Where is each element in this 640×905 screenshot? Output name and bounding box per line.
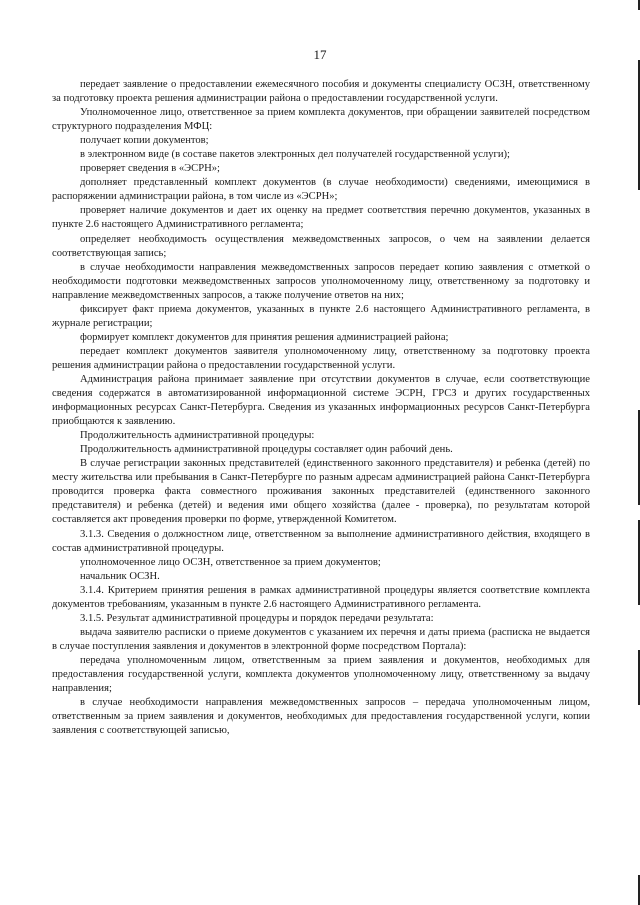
paragraph: передает комплект документов заявителя уполномоченному лицу, ответственному за подготовку проекта решения администрации района о предоставлении государственной услуги. (52, 345, 590, 371)
paragraph: в случае необходимости направления межведомственных запросов – передача уполномоченным лицом, ответственным за прием заявления и документов, необходимых для предоставления государственной услуги, копии заявления с соответствующей записью, (52, 697, 590, 737)
paragraph: начальник ОСЗН. (80, 570, 160, 582)
paragraph: Администрация района принимает заявление при отсутствии документов в случае, если соответствующие сведения содержатся в автоматизированной информационной системе ЭСРН, ГРСЗ и других государственных информационных ресурсах Санкт-Петербурга. Сведения из указанных информационных ресурсов Санкт-Петербурга приобщаются к заявлению. (52, 373, 590, 428)
paragraph: 3.1.3. Сведения о должностном лице, ответственном за выполнение административного действия, входящего в состав административной процедуры. (52, 528, 590, 554)
page-number: 17 (313, 47, 327, 62)
paragraph: 3.1.5. Результат административной процедуры и порядок передачи результата: (80, 612, 434, 624)
paragraph: получает копии документов; (80, 135, 209, 147)
paragraph: передача уполномоченным лицом, ответственным за прием заявления и документов, необходимых для предоставления государственной услуги, комплекта документов уполномоченному лицу, ответственному за выдачу направления; (52, 654, 590, 695)
paragraph: передает заявление о предоставлении ежемесячного пособия и документы специалисту ОСЗН, ответственному за подготовку проекта решения администрации района о предоставлении государственной услуги. (52, 79, 590, 105)
paragraph: дополняет представленный комплект документов (в случае необходимости) сведениями, имеющимися в распоряжении администрации района, в том числе из «ЭСРН»; (52, 177, 590, 203)
paragraph: уполномоченное лицо ОСЗН, ответственное за прием документов; (80, 556, 381, 568)
paragraph: проверяет наличие документов и дает их оценку на предмет соответствия перечню документов, указанных в пункте 2.6 настоящего Административного регламента; (52, 205, 590, 231)
paragraph: фиксирует факт приема документов, указанных в пункте 2.6 настоящего Административного регламента, в журнале регистрации; (52, 303, 590, 329)
paragraph: 3.1.4. Критерием принятия решения в рамках административной процедуры является соответствие комплекта документов требованиям, указанным в пункте 2.6 настоящего Административного регламента. (52, 584, 590, 610)
paragraph: проверяет сведения в «ЭСРН»; (80, 163, 220, 175)
paragraph: Продолжительность административной процедуры: (80, 430, 315, 442)
document-body (52, 78, 590, 738)
paragraph: Уполномоченное лицо, ответственное за прием комплекта документов, при обращении заявителей посредством структурного подразделения МФЦ: (52, 107, 590, 133)
paragraph: выдача заявителю расписки о приеме документов с указанием их перечня и даты приема (расписка не выдается в случае поступления заявления и документов в электронной форме посредством Портала): (52, 626, 590, 652)
paragraph: формирует комплект документов для принятия решения администрацией района; (80, 331, 449, 343)
paragraph: В случае регистрации законных представителей (единственного законного представителя) и ребенка (детей) по месту жительства или пребывания в Санкт-Петербурге по разным адресам администрацией района Санкт-Петербурга проводится проверка факта совместного проживания законных представителей (единственного законного представителя) и ребенка (детей) и ведения ими общего хозяйства (далее - проверка), по результатам которой составляется акт проведения проверки по форме, утвержденной Комитетом. (52, 458, 590, 526)
paragraph: определяет необходимость осуществления межведомственных запросов, о чем на заявлении делается соответствующая запись; (52, 233, 590, 259)
paragraph: в электронном виде (в составе пакетов электронных дел получателей государственной услуги); (80, 149, 510, 161)
paragraph: Продолжительность административной процедуры составляет один рабочий день. (80, 444, 453, 456)
paragraph: в случае необходимости направления межведомственных запросов передает копию заявления с отметкой о необходимости подготовки межведомственных запросов уполномоченному лицу, ответственному за подготовку и направление межведомственных запросов, а также получение ответов на них; (52, 261, 590, 301)
